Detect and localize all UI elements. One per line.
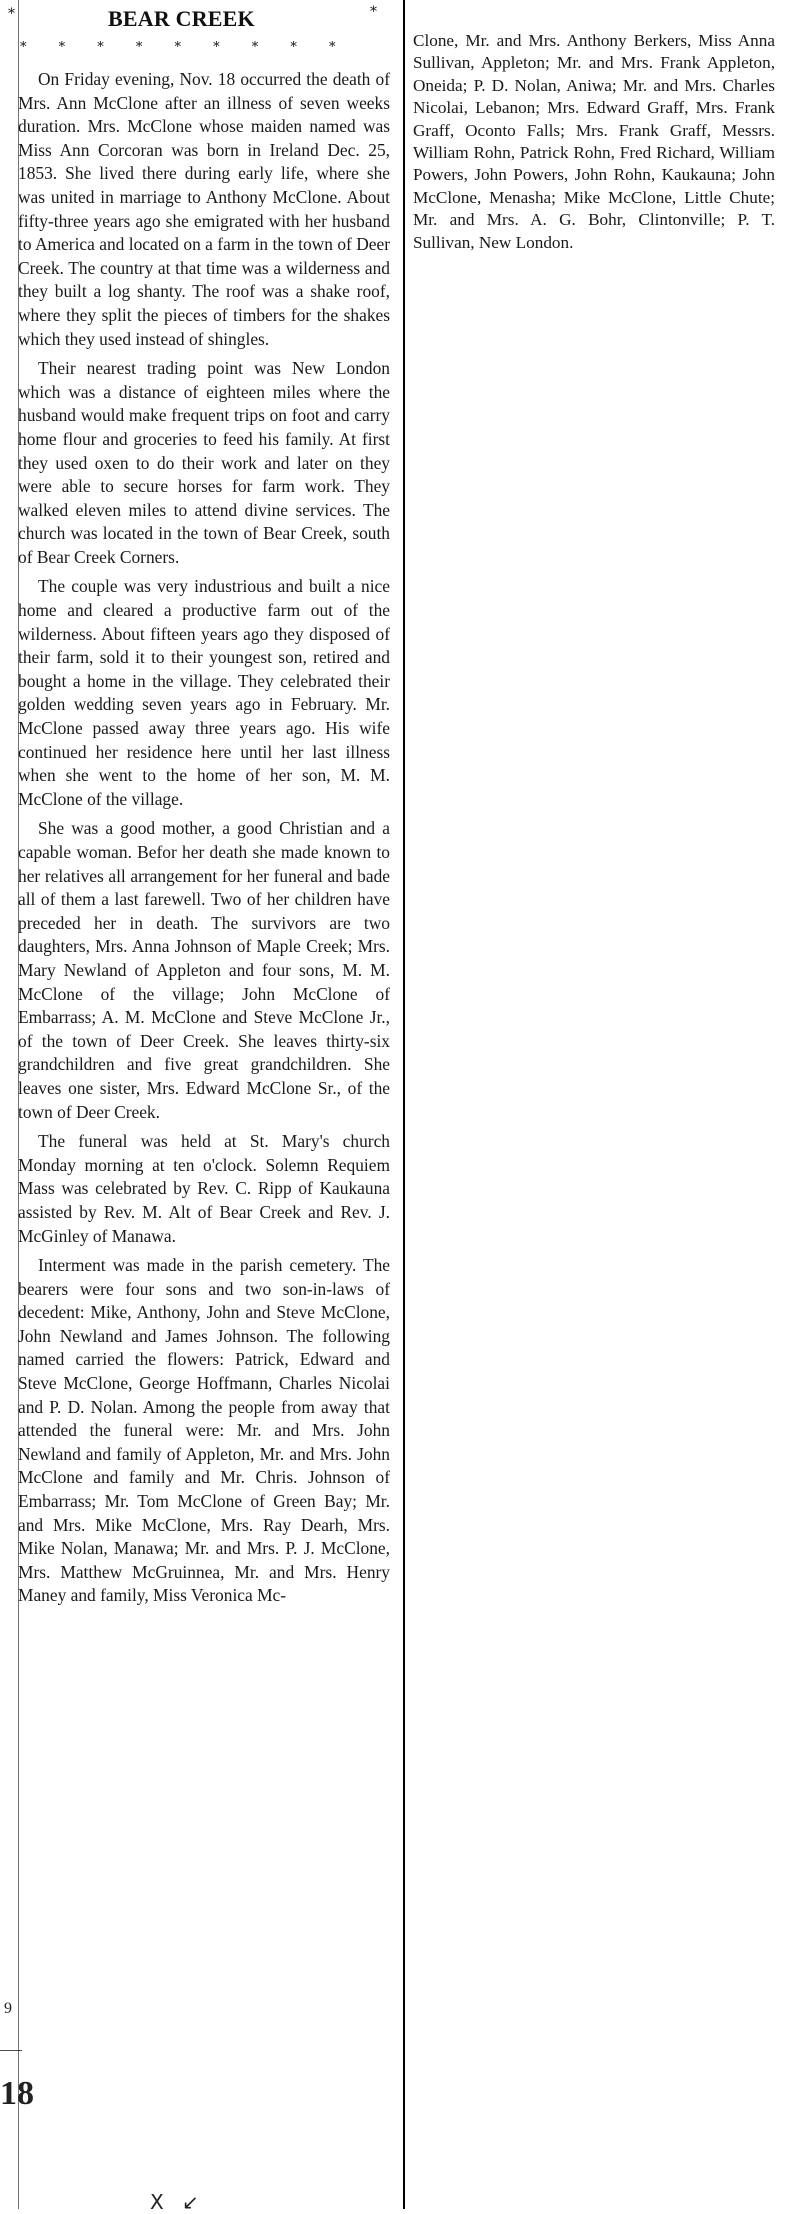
paragraph-interment: Interment was made in the parish cemetery. The bearers were four sons and two son-in-laws of decedent: Mike, Anthony, John and Steve McClone, John Newland and James Johnson. The following named carried the flowers: Patrick, Edward and Steve McClone, George Hoffmann, Charles Nicolai and P. D. Nolan. Among the people from away that attended the funeral were: Mr. and Mrs. John Newland and family of Appleton, Mr. and Mrs. John McClone and family and Mr. Chris. Johnson of Embarrass; Mr. Tom McClone of Green Bay; Mr. and Mrs. Mike McClone, Mrs. Ray Dearh, Mrs. Mike Nolan, Manawa; Mr. and Mrs. P. J. McClone, Mrs. Matthew McGruinnea, Mr. and Mrs. Henry Maney and family, Miss Veronica Mc-	[18, 1255, 390, 1606]
heading-row	[8, 0, 393, 38]
heading-star-left: *	[8, 6, 15, 22]
stars-divider: * * * * * * * * *	[20, 40, 336, 55]
column-divider	[403, 0, 405, 2209]
margin-rule-fragment	[0, 2050, 22, 2051]
article-heading: BEAR CREEK	[108, 6, 255, 31]
left-column	[8, 0, 393, 1614]
paragraph-death: On Friday evening, Nov. 18 occurred the death of Mrs. Ann McClone after an illness of seven weeks duration. Mrs. McClone whose maiden named was Miss Ann Corcoran was born in Ireland Dec. 25, 1853. She lived there during early life, where she was united in marriage to Anthony McClone. About fifty-three years ago she emigrated with her husband to America and located on a farm in the town of Deer Creek. The country at that time was a wilderness and they built a log shanty. The roof was a shake roof, where they split the pieces of timbers for the shakes which they used instead of shingles.	[18, 69, 390, 349]
bottom-scrawl: X ↙	[150, 2190, 205, 2214]
heading-star-right: *	[370, 4, 377, 20]
paragraph-continuation: Clone, Mr. and Mrs. Anthony Berkers, Miss Anna Sullivan, Appleton; Mr. and Mrs. Frank Appleton, Oneida; P. D. Nolan, Aniwa; Mr. and Mrs. Charles Nicolai, Lebanon; Mrs. Edward Graff, Mrs. Frank Graff, Oconto Falls; Mrs. Frank Graff, Messrs. William Rohn, Patrick Rohn, Fred Richard, William Powers, John Powers, John Rohn, Kaukauna; John McClone, Menasha; Mike McClone, Little Chute; Mr. and Mrs. A. G. Bohr, Clintonville; P. T. Sullivan, New London.	[413, 31, 775, 252]
right-column	[413, 30, 775, 260]
paragraph-funeral: The funeral was held at St. Mary's church Monday morning at ten o'clock. Solemn Requiem Mass was celebrated by Rev. C. Ripp of Kaukauna assisted by Rev. M. Alt of Bear Creek and Rev. J. McGinley of Manawa.	[18, 1131, 390, 1246]
paragraph-survivors: She was a good mother, a good Christian and a capable woman. Befor her death she made known to her relatives all arrangement for her funeral and bade all of them a last farewell. Two of her children have preceded her in death. The survivors are two daughters, Mrs. Anna Johnson of Maple Creek; Mrs. Mary Newland of Appleton and four sons, M. M. McClone of the village; John McClone of Embarrass; A. M. McClone and Steve McClone Jr., of the town of Deer Creek. She leaves thirty-six grandchildren and five great grandchildren. She leaves one sister, Mrs. Edward McClone Sr., of the town of Deer Creek.	[18, 818, 390, 1122]
margin-mark-large: 18	[0, 2075, 34, 2112]
paragraph-farm: The couple was very industrious and built a nice home and cleared a productive farm out of the wilderness. About fifteen years ago they disposed of their farm, sold it to their youngest son, retired and bought a home in the village. They celebrated their golden wedding seven years ago in February. Mr. McClone passed away three years ago. His wife continued her residence here until her last illness when she went to the home of her son, M. M. McClone of the village.	[18, 576, 390, 809]
margin-mark-small: 9	[4, 2000, 12, 2017]
paragraph-trading-point: Their nearest trading point was New London which was a distance of eighteen miles where the husband would make frequent trips on foot and carry home flour and groceries to feed his family. At first they used oxen to do their work and later on they were able to secure horses for farm work. They walked eleven miles to attend divine services. The church was located in the town of Bear Creek, south of Bear Creek Corners.	[18, 358, 390, 567]
